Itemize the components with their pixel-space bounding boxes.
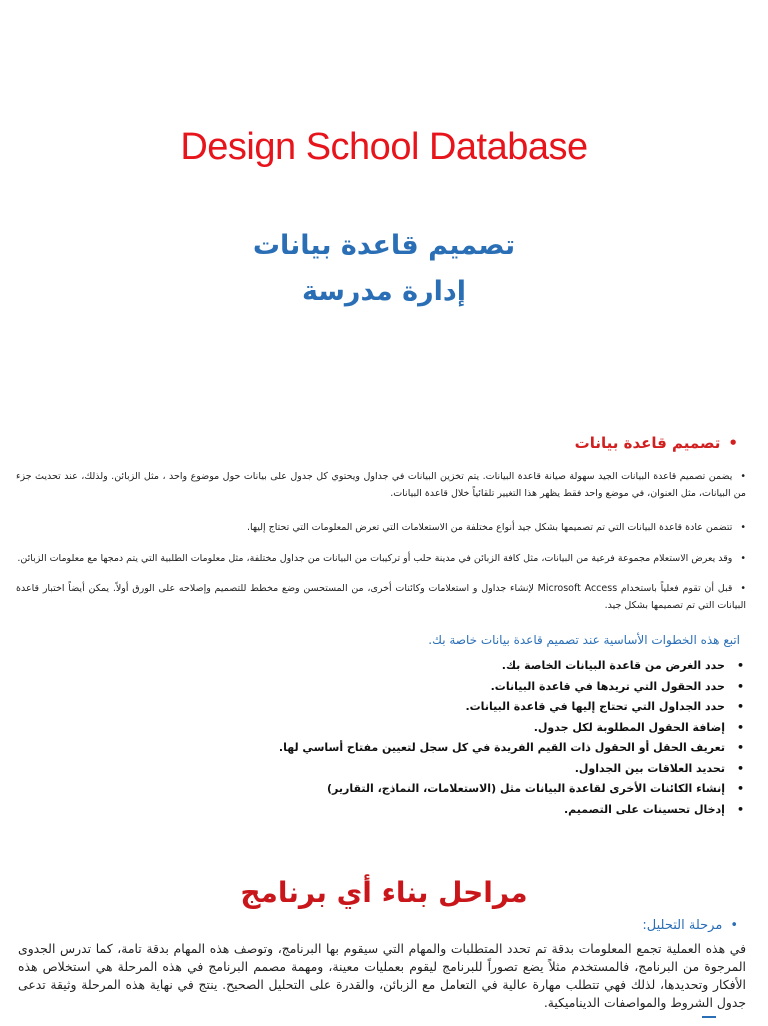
list-item: • تعريف الحقل أو الحقول ذات القيم الفريدة في كل سجل لتعيين مفتاح أساسي لها. [44, 738, 744, 759]
section-heading [575, 434, 738, 452]
list-item: • إدخال تحسينات على التصميم. [44, 800, 744, 821]
document-title-ar-line2: إدارة مدرسة [301, 276, 467, 307]
paragraph [16, 550, 746, 567]
paragraph-text: وقد يعرض الاستعلام مجموعة فرعية من البيانات، مثل كافة الزبائن في مدينة حلب أو تركيبات من البيانات من جداول مختلفة، مثل معلومات الطلبية التي يتم دمجها مع معلومات الزبائن. [17, 553, 733, 564]
paragraph [16, 580, 746, 614]
list-item: • إضافة الحقول المطلوبة لكل جدول. [44, 718, 744, 739]
paragraph-text: يضمن تصميم قاعدة البيانات الجيد سهولة صيانة قاعدة البيانات. يتم تخزين البيانات في جداول ويحتوي كل جدول على بيانات حول موضوع واحد ، مثل الزبائن. ولذلك، عند تحديث جزء من البيانات، مثل العنوان، في موضع واحد فقط يظهر هذا التغيير تلقائياً خلال قاعدة البيانات. [16, 471, 746, 499]
paragraph [16, 468, 746, 502]
bullet-icon: • [740, 553, 746, 564]
section-heading-text: تصميم قاعدة بيانات [574, 434, 721, 452]
bullet-icon: • [740, 471, 746, 482]
paragraph-text: قبل أن تقوم فعلياً باستخدام Microsoft Access لإنشاء جداول و استعلامات وكائنات أخرى، من المستحسن وضع مخطط للتصميم وإصلاحه على الورق أولاً. يمكن أيضاً اختبار قاعدة البيانات التي تم تصميمها بشكل جيد. [16, 583, 746, 611]
steps-intro: اتبع هذه الخطوات الأساسية عند تصميم قاعدة بيانات خاصة بك. [428, 633, 740, 647]
paragraph [16, 519, 746, 536]
list-item: • حدد الغرض من قاعدة البيانات الخاصة بك. [44, 656, 744, 677]
list-item: • حدد الجداول التي تحتاج إليها في قاعدة البيانات. [44, 697, 744, 718]
document-title-ar-line1: تصميم قاعدة بيانات [252, 230, 516, 261]
analysis-phase-heading [642, 918, 738, 933]
page-continuation-mark [702, 1016, 716, 1026]
document-title-en: Design School Database [180, 126, 588, 168]
list-item: • إنشاء الكائنات الأخرى لقاعدة البيانات مثل (الاستعلامات، النماذج، التقارير) [44, 779, 744, 800]
program-stages-heading: مراحل بناء أي برنامج [240, 876, 528, 909]
bullet-icon: • [740, 583, 747, 594]
analysis-phase-heading-text: مرحلة التحليل: [642, 918, 723, 933]
list-item: • تحديد العلاقات بين الجداول. [44, 759, 744, 780]
list-item: • حدد الحقول التي تريدها في قاعدة البيانات. [44, 677, 744, 698]
analysis-phase-body: في هذه العملية تجمع المعلومات بدقة تم تحدد المتطلبات والمهام التي سيقوم بها البرنامج، وتوصف هذه المهام بدقة تامة، كما تدرس الجدوى المرجوة من البرنامج، فالمستخدم مثلاً يضع تصوراً للبرنامج ليقوم بعمليات معينة، ومهمة مصمم البرنامج في هذه المرحلة هي استخلاص هذه الأفكار وتحديدها، لذلك فهي تتطلب مهارة عالية في التعامل مع الزبائن، والقدرة على التحليل الصحيح. ينتج في نهاية هذه المرحلة وثيقة تدعى جدول الشروط والمواصفات الديناميكية. [18, 941, 746, 1010]
paragraph-text: تتضمن عادة قاعدة البيانات التي تم تصميمها بشكل جيد أنواع مختلفة من الاستعلامات التي تعرض المعلومات التي تحتاج إليها. [246, 522, 733, 533]
steps-list [44, 656, 744, 820]
bullet-icon: • [740, 522, 746, 533]
bullet-icon: • [728, 434, 738, 452]
bullet-icon: • [730, 918, 738, 933]
